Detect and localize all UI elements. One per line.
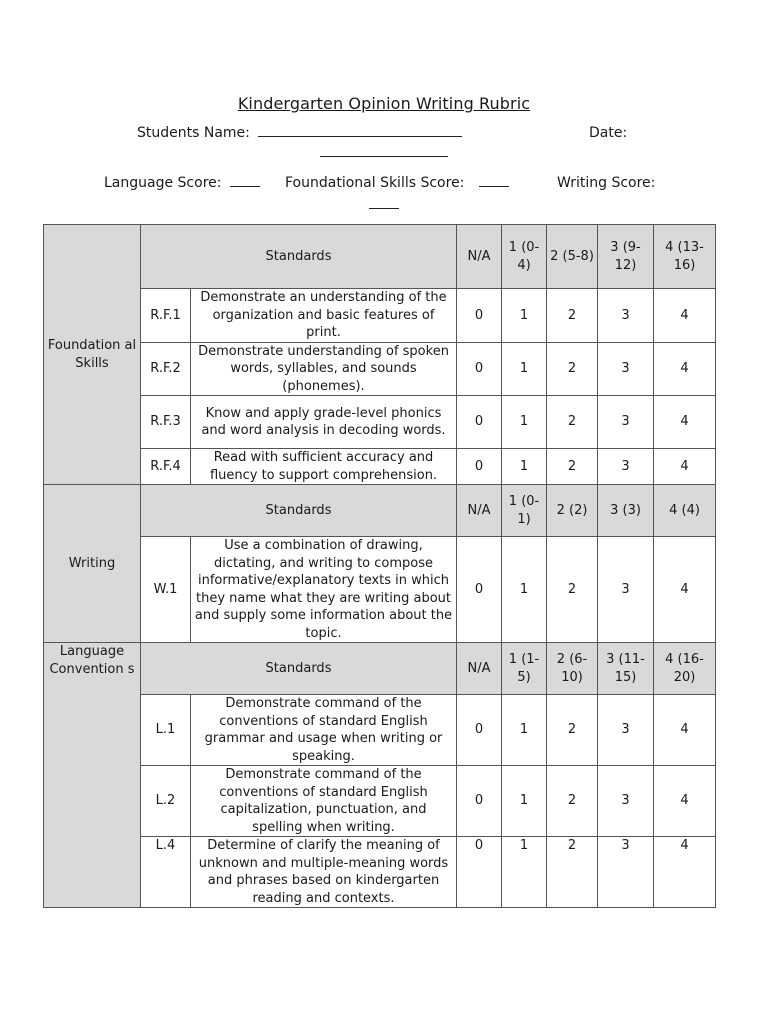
table-row (44, 537, 716, 643)
score-1-header: 1 (0-4) (502, 225, 547, 289)
score-2-cell[interactable]: 2 (547, 342, 598, 396)
na-score-cell[interactable]: 0 (457, 289, 502, 343)
na-header: N/A (457, 485, 502, 537)
foundational-score-label: Foundational Skills Score: (285, 175, 465, 191)
score-4-cell[interactable]: 4 (654, 449, 716, 485)
table-row (44, 766, 716, 837)
score-2-cell[interactable]: 2 (547, 695, 598, 766)
na-score-cell[interactable]: 0 (457, 342, 502, 396)
score-3-cell[interactable]: 3 (598, 766, 654, 837)
score-4-cell[interactable]: 4 (654, 396, 716, 449)
standard-code: R.F.3 (141, 396, 191, 449)
score-2-cell[interactable]: 2 (547, 837, 598, 908)
na-score-cell[interactable]: 0 (457, 396, 502, 449)
standards-header: Standards (141, 643, 457, 695)
standards-header: Standards (141, 225, 457, 289)
section-header-row (44, 225, 716, 289)
section-label-writing: Writing (44, 485, 141, 643)
score-1-cell[interactable]: 1 (502, 396, 547, 449)
score-3-header: 3 (9-12) (598, 225, 654, 289)
standard-code: L.1 (141, 695, 191, 766)
score-2-cell[interactable]: 2 (547, 396, 598, 449)
standard-code: R.F.4 (141, 449, 191, 485)
table-row (44, 449, 716, 485)
date-line (320, 145, 448, 161)
section-label-language: Language Convention s (44, 643, 141, 908)
score-3-cell[interactable]: 3 (598, 695, 654, 766)
score-4-header: 4 (13-16) (654, 225, 716, 289)
writing-score-label: Writing Score: (557, 175, 656, 191)
na-score-cell[interactable]: 0 (457, 449, 502, 485)
standard-code: L.2 (141, 766, 191, 837)
score-2-header: 2 (5-8) (547, 225, 598, 289)
score-4-header: 4 (16-20) (654, 643, 716, 695)
standard-description: Read with sufficient accuracy and fluency to support comprehension. (191, 449, 457, 485)
standard-description: Demonstrate an understanding of the organization and basic features of print. (191, 289, 457, 343)
score-1-cell[interactable]: 1 (502, 695, 547, 766)
score-2-header: 2 (6-10) (547, 643, 598, 695)
standard-description: Demonstrate command of the conventions of standard English capitalization, punctuation, and spelling when writing. (191, 766, 457, 837)
writing-score-blank[interactable] (369, 207, 399, 209)
score-2-cell[interactable]: 2 (547, 289, 598, 343)
na-score-cell[interactable]: 0 (457, 537, 502, 643)
score-1-cell[interactable]: 1 (502, 289, 547, 343)
standard-description: Determine of clarify the meaning of unknown and multiple-meaning words and phrases based on kindergarten reading and contexts. (191, 837, 457, 908)
page-bottom-edge (0, 1008, 768, 1024)
score-3-cell[interactable]: 3 (598, 537, 654, 643)
score-1-cell[interactable]: 1 (502, 342, 547, 396)
section-header-row (44, 485, 716, 537)
students-name-label: Students Name: (137, 125, 250, 141)
score-1-cell[interactable]: 1 (502, 766, 547, 837)
writing-score-line (369, 197, 399, 213)
foundational-score-blank[interactable] (479, 185, 509, 187)
standard-code: W.1 (141, 537, 191, 643)
standard-description: Know and apply grade-level phonics and word analysis in decoding words. (191, 396, 457, 449)
date-label: Date: (589, 125, 628, 141)
standard-description: Demonstrate understanding of spoken words, syllables, and sounds (phonemes). (191, 342, 457, 396)
score-2-header: 2 (2) (547, 485, 598, 537)
table-row (44, 695, 716, 766)
table-row (44, 342, 716, 396)
score-4-cell[interactable]: 4 (654, 837, 716, 908)
na-score-cell[interactable]: 0 (457, 695, 502, 766)
students-name-line (137, 125, 462, 141)
na-score-cell[interactable]: 0 (457, 766, 502, 837)
section-label-foundational: Foundation al Skills (44, 225, 141, 485)
score-4-cell[interactable]: 4 (654, 766, 716, 837)
na-header: N/A (457, 643, 502, 695)
score-1-cell[interactable]: 1 (502, 837, 547, 908)
na-score-cell[interactable]: 0 (457, 837, 502, 908)
score-4-cell[interactable]: 4 (654, 695, 716, 766)
score-4-header: 4 (4) (654, 485, 716, 537)
score-3-cell[interactable]: 3 (598, 396, 654, 449)
score-1-header: 1 (1-5) (502, 643, 547, 695)
standard-code: L.4 (141, 837, 191, 908)
standard-description: Demonstrate command of the conventions of standard English grammar and usage when writing or speaking. (191, 695, 457, 766)
score-1-cell[interactable]: 1 (502, 537, 547, 643)
standard-code: R.F.2 (141, 342, 191, 396)
standard-code: R.F.1 (141, 289, 191, 343)
score-2-cell[interactable]: 2 (547, 537, 598, 643)
score-4-cell[interactable]: 4 (654, 342, 716, 396)
na-header: N/A (457, 225, 502, 289)
score-4-cell[interactable]: 4 (654, 537, 716, 643)
section-header-row (44, 643, 716, 695)
foundational-score-line (285, 175, 509, 191)
table-row (44, 396, 716, 449)
standards-header: Standards (141, 485, 457, 537)
score-1-header: 1 (0-1) (502, 485, 547, 537)
rubric-table (43, 224, 716, 908)
score-3-cell[interactable]: 3 (598, 449, 654, 485)
score-3-cell[interactable]: 3 (598, 289, 654, 343)
table-row (44, 837, 716, 908)
language-score-blank[interactable] (230, 185, 260, 187)
score-3-header: 3 (3) (598, 485, 654, 537)
score-3-cell[interactable]: 3 (598, 837, 654, 908)
date-blank[interactable] (320, 155, 448, 157)
score-1-cell[interactable]: 1 (502, 449, 547, 485)
students-name-blank[interactable] (258, 135, 462, 137)
standard-description: Use a combination of drawing, dictating, and writing to compose informative/explanatory texts in which they name what they are writing about and supply some information about the topic. (191, 537, 457, 643)
score-4-cell[interactable]: 4 (654, 289, 716, 343)
language-score-label: Language Score: (104, 175, 222, 191)
table-row (44, 289, 716, 343)
language-score-line (104, 175, 260, 191)
score-2-cell[interactable]: 2 (547, 449, 598, 485)
document-title: Kindergarten Opinion Writing Rubric (237, 94, 531, 113)
score-3-header: 3 (11-15) (598, 643, 654, 695)
score-2-cell[interactable]: 2 (547, 766, 598, 837)
score-3-cell[interactable]: 3 (598, 342, 654, 396)
